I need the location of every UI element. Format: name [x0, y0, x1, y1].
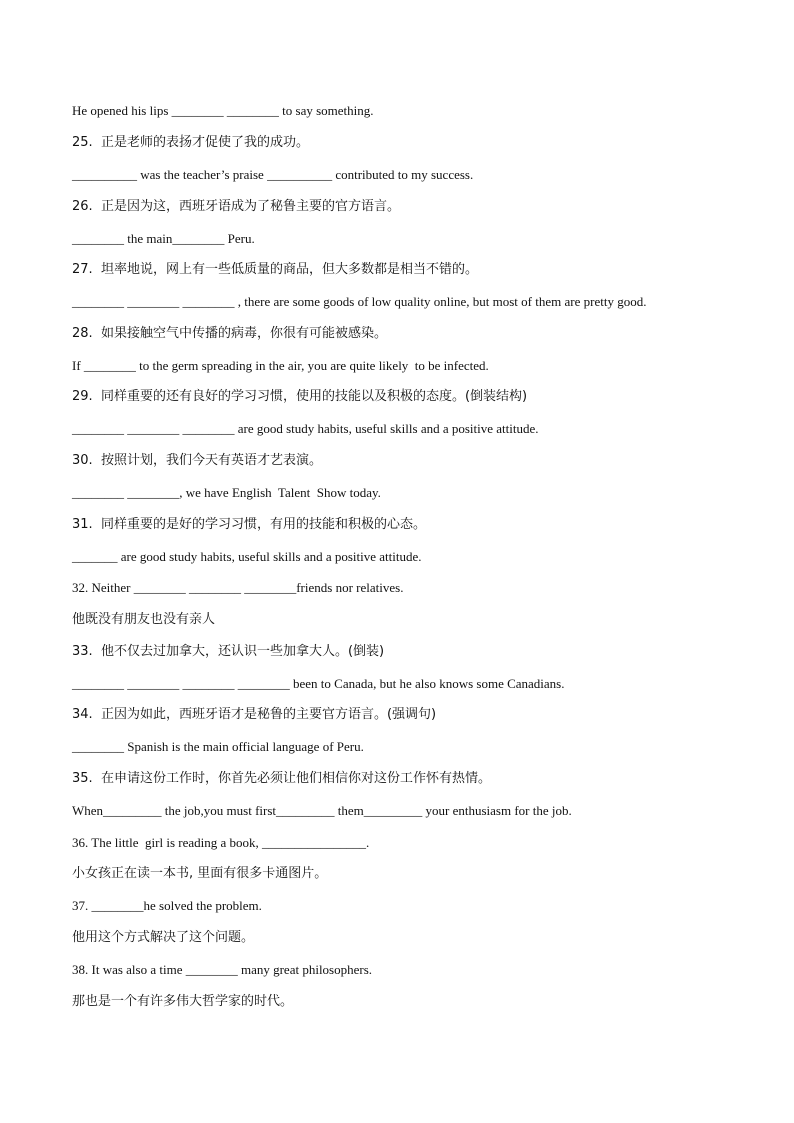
question-34-english: ________ Spanish is the main official language of Peru. — [72, 739, 364, 754]
question-34-chinese: 34. 正因为如此，西班牙语才是秘鲁的主要官方语言。(强调句) — [72, 707, 437, 722]
question-35-english: When_________ the job,you must first_________ them_________ your enthusiasm for the job. — [72, 803, 572, 818]
question-37-english: 37. ________he solved the problem. — [72, 898, 262, 913]
question-33-chinese: 33. 他不仅去过加拿大，还认识一些加拿大人。(倒装) — [72, 644, 385, 659]
question-30-english: ________ ________, we have English Talent Show today. — [72, 485, 381, 500]
question-30-chinese: 30. 按照计划，我们今天有英语才艺表演。 — [72, 453, 322, 468]
question-27-english: ________ ________ ________ , there are some goods of low quality online, but most of them are pretty good. — [72, 294, 647, 309]
question-32-english: 32. Neither ________ ________ ________friends nor relatives. — [72, 580, 404, 595]
question-29-chinese: 29. 同样重要的还有良好的学习习惯，使用的技能以及积极的态度。(倒装结构) — [72, 389, 528, 404]
question-29-english: ________ ________ ________ are good study habits, useful skills and a positive attitude. — [72, 421, 539, 436]
question-31-chinese: 31. 同样重要的是好的学习习惯，有用的技能和积极的心态。 — [72, 517, 426, 532]
question-32-chinese: 他既没有朋友也没有亲人 — [72, 612, 216, 627]
question-36-english: 36. The little girl is reading a book, ________________. — [72, 835, 370, 850]
question-38-chinese: 那也是一个有许多伟大哲学家的时代。 — [72, 994, 294, 1009]
question-25-chinese: 25. 正是老师的表扬才促使了我的成功。 — [72, 135, 309, 150]
question-26-chinese: 26. 正是因为这，西班牙语成为了秘鲁主要的官方语言。 — [72, 199, 400, 214]
question-27-chinese: 27. 坦率地说，网上有一些低质量的商品，但大多数都是相当不错的。 — [72, 262, 478, 277]
question-28-english: If ________ to the germ spreading in the air, you are quite likely to be infected. — [72, 358, 489, 373]
question-35-chinese: 35. 在申请这份工作时，你首先必须让他们相信你对这份工作怀有热情。 — [72, 771, 491, 786]
question-36-chinese: 小女孩正在读一本书, 里面有很多卡通图片。 — [72, 866, 328, 881]
question-31-english: _______ are good study habits, useful skills and a positive attitude. — [72, 549, 422, 564]
question-38-english: 38. It was also a time ________ many great philosophers. — [72, 962, 373, 977]
question-26-english: ________ the main________ Peru. — [72, 231, 255, 246]
question-33-english: ________ ________ ________ ________ been to Canada, but he also knows some Canadians. — [72, 676, 565, 691]
question-28-chinese: 28. 如果接触空气中传播的病毒，你很有可能被感染。 — [72, 326, 387, 341]
question-37-chinese: 他用这个方式解决了这个问题。 — [72, 930, 255, 945]
text-line-en: He opened his lips ________ ________ to say something. — [72, 103, 374, 118]
question-25-english: __________ was the teacher’s praise __________ contributed to my success. — [72, 167, 474, 182]
